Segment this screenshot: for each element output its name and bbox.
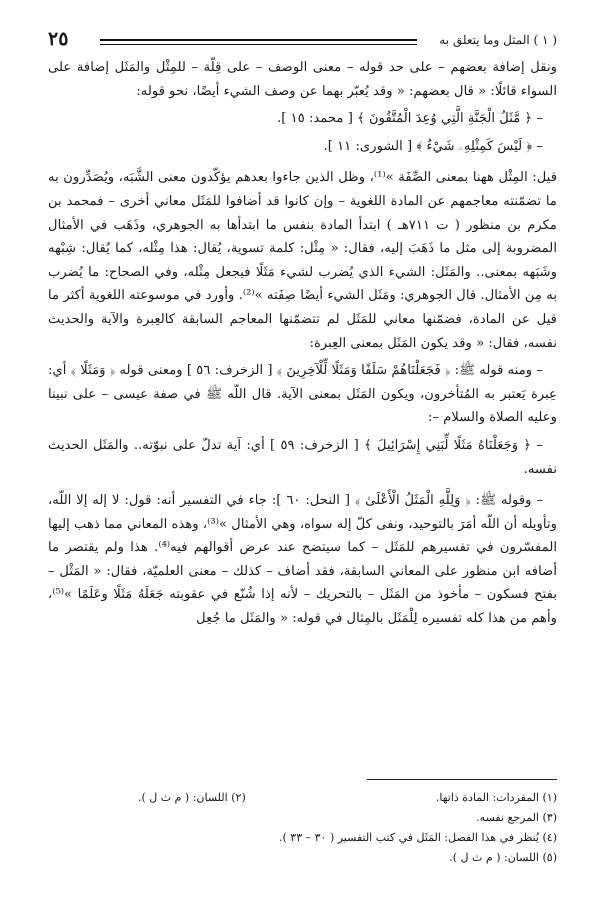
footnote-row (48, 788, 557, 808)
paragraph: قيل: المِثْل ههنا بمعنى الصِّفَة »⁽¹⁾، وظل الذين جاءوا بعدهم يؤكّدون معنى الشَّبَه، ويُصَدِّرون به ما تضمّنته معاجمهم عن المادة اللغوية – وإن كانوا قد أضافوا للمَثَل معاني أخرى – فمحمد بن مكرم بن منظور ( ت ٧١١هـ ) ابتدأ المادة بنفس ما ابتدأها به الجوهري، وذَهَب في الأمثال المضروبة إلى مثل ما ذَهَبَ إليه، فقال: « مِثْل: كلمة تسوية، يُقال: هذا مِثْله، كما يُقال: شِبْهه وشَبَهه بمعنى.. والمَثَل: الشيء الذي يُضرب لشيء مَثَلًا فيجعل مِثْله، وفي الصحاح: ما يُضرب به مِن الأمثال. قال الجوهري: ومَثَل الشيء أيضًا صِفَته »⁽²⁾. وأورد في موسوعته اللغوية أكثر ما قيل عن المادة، فضمّنها معاني للمَثَل لم تتضمّنها المعاجم السابقة كالعِبرة والآية والحديث نفسه، فقال: « وقد يكون المَثَل بمعنى العِبرة: (48, 170, 557, 351)
quran-quote: – ﴿ مَّثَلُ الْجَنَّةِ الَّتِي وُعِدَ الْمُتَّقُونَ ﴾ [ محمد: ١٥ ]. (277, 111, 543, 127)
footnote-separator (367, 779, 557, 780)
page-header (48, 30, 557, 54)
footnote-5: (٥) اللسان: ( م ث ل ). (449, 851, 557, 864)
paragraph: – وقوله ﷺ: ﴿ وَلِلَّهِ الْمَثَلُ الْأَعْلَىٰ ﴾ [ النحل: ٦٠ ]: جاء في التفسير أنه: قول: لا إله إلا اللّه، وتأويله أن اللّه أمَرَ بالتوحيد، ونفى كلّ إله سواه، وهي الأمثال »⁽³⁾، وهذه المعاني مما ذهب إليها المفسّرون في تفسيرهم للمَثَل – كما سيتضح عند عرض أقوالهم فيه⁽⁴⁾. هذا ولم يقتصر ما أضافه ابن منظور على المعاني السابقة، فقد أضاف – كذلك – معنى العلميّة، فقال: « المَثْل – بفتح فسكون – مأخوذ من المَثَل – بالتحريك – لأنه إذا شُنّع في عقوبته جَعَلَهُ مَثَلًا وعَلَمًا »⁽⁵⁾، وأهم من هذا كله تفسيره لِلْمَثَل بالمِثال في قوله: « والمَثَل ما جُعِل (48, 493, 557, 627)
quran-quote: – ﴿ لَيْسَ كَمِثْلِهِۦ شَيْءٌ ﴾ [ الشورى: ١١ ]. (323, 138, 543, 154)
paragraph: – ومنه قوله ﷺ: ﴿ فَجَعَلْنَاهُمْ سَلَفًا وَمَثَلًا لِّلْآخِرِينَ ﴾ [ الزخرف: ٥٦ ] ومعنى قوله ﴿ وَمَثَلًا ﴾ أي: عِبرة يَعتبر به المُتأخرون، ويكون المَثَل بمعنى الآية. قال اللّه ﷺ في صفة عيسى – على نبينا وعليه الصلاة والسلام –: (48, 363, 557, 426)
header-rule-thin (100, 44, 417, 45)
footnotes (48, 788, 557, 868)
footnote-3: (٣) المرجع نفسه. (476, 811, 557, 824)
quran-quote: – ﴿ وَجَعَلْنَاهُ مَثَلًا لِّبَنِي إِسْرَائِيلَ ﴾ [ الزخرف: ٥٩ ] أي: آية تدلّ على نبوّته.. والمَثَل الحديث نفسه. (48, 437, 557, 477)
paragraph: ونقل إضافة بعضهم – على حد قوله – معنى الوصف – على قِلّة – للمِثْل والمَثَل إضافة على السواء قائلًا: « قال بعضهم: « وقد يُعبّر بهما عن وصف الشيء أيضًا، نحو قوله: (48, 60, 557, 99)
chapter-title: ( ١ ) المثل وما يتعلق به (439, 33, 557, 47)
footnote-2: (٢) اللسان: ( م ث ل ). (138, 791, 246, 804)
page-number: ٢٥ (48, 28, 69, 50)
main-text (48, 56, 557, 635)
footnote-1: (١) المفردات: المادة ذاتها. (435, 791, 557, 804)
header-rule-thick (100, 39, 417, 41)
footnote-4: (٤) يُنظر في هذا الفصل: المَثَل في كتب التفسير ( ٣٠ – ٣٣ ). (279, 831, 557, 844)
